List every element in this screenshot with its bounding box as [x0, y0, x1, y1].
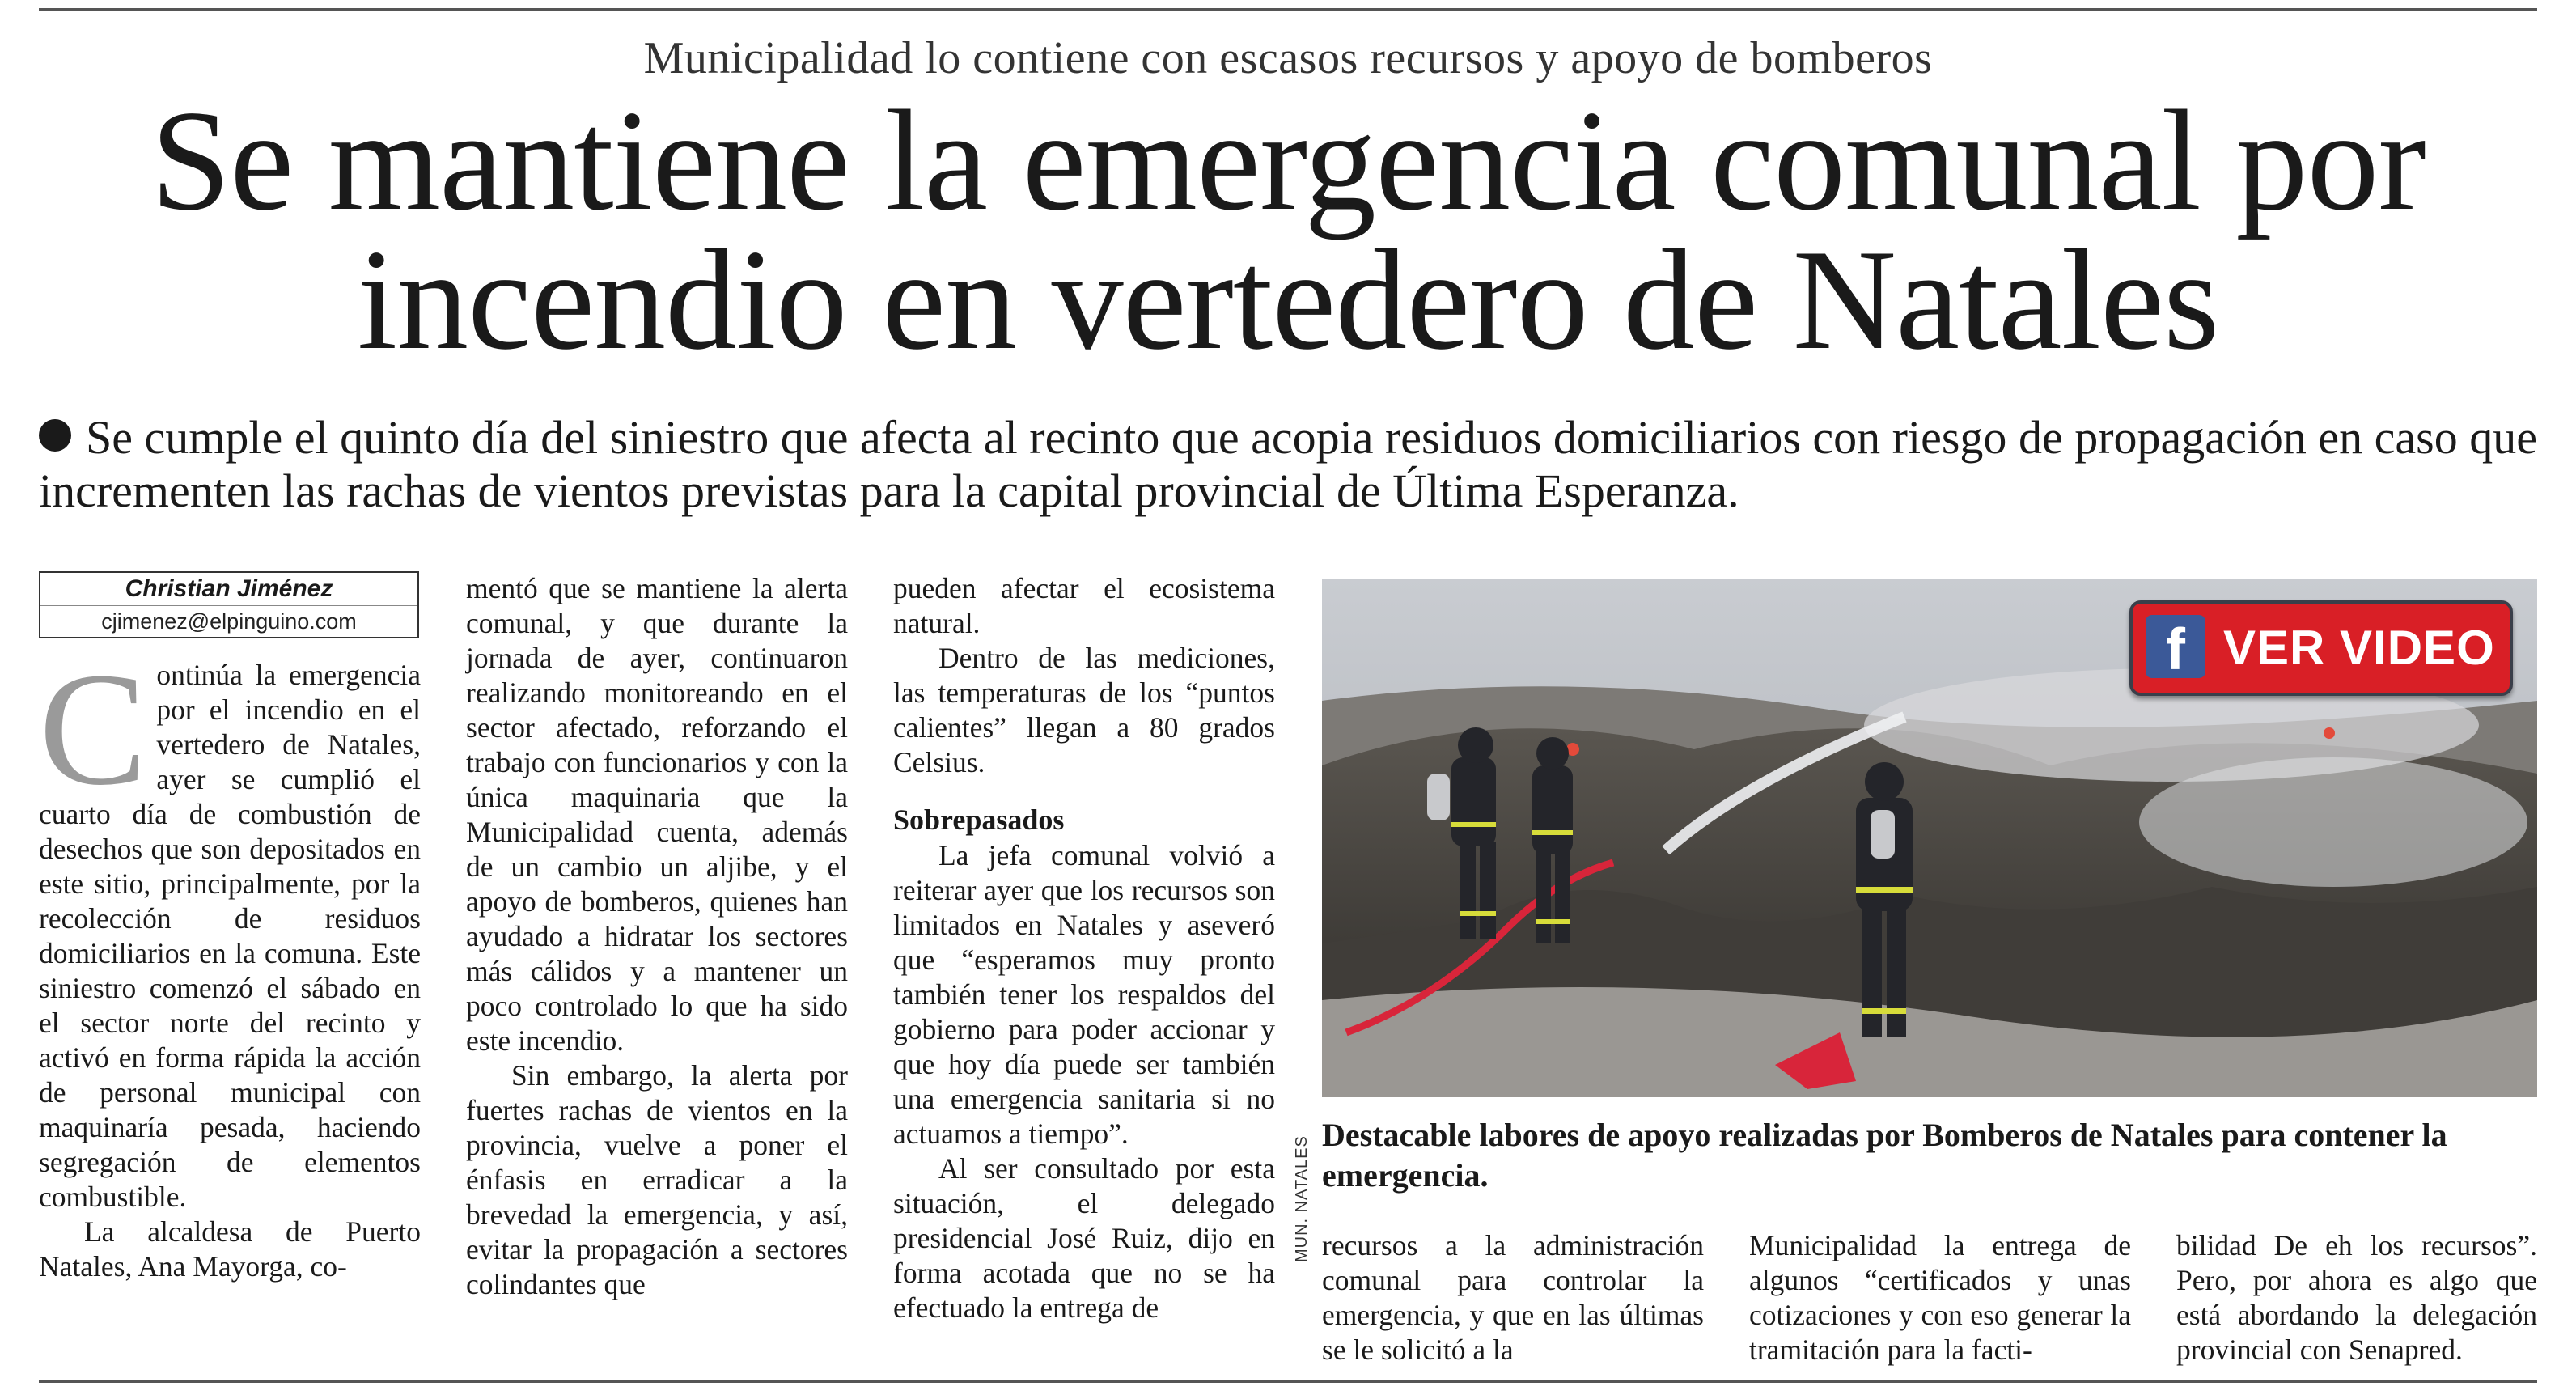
article-column-2 [466, 571, 848, 1302]
article-paragraph [39, 640, 421, 1215]
article-column-3 [893, 571, 1275, 1325]
deck-text: Se cumple el quinto día del siniestro que afecta al recinto que acopia residuos domiciliarios con riesgo de propagación en caso que incrementen las rachas de vientos previstas para la capital provincial de Última Esperanza. [39, 411, 2537, 517]
byline-name: Christian Jiménez [40, 573, 417, 606]
headline-line-2: incendio en vertedero de Natales [357, 219, 2219, 379]
bottom-rule [39, 1380, 2537, 1383]
article-paragraph: Dentro de las mediciones, las temperaturas de los “puntos calientes” llegan a 80 grados Celsius. [893, 642, 1275, 778]
video-button-label: VER VIDEO [2223, 621, 2495, 675]
article-paragraph: Municipalidad la entrega de algunos “certificados y unas cotizaciones y con eso generar la tramitación para la facti- [1749, 1229, 2131, 1366]
article-column-4 [1322, 1228, 1704, 1367]
bullet-icon [39, 419, 71, 452]
photo-caption: Destacable labores de apoyo realizadas por Bomberos de Natales para contener la emergencia. [1322, 1117, 2447, 1194]
video-button[interactable] [2129, 600, 2513, 696]
kicker: Municipalidad lo contiene con escasos recursos y apoyo de bomberos [643, 33, 1933, 83]
article-paragraph: mentó que se mantiene la alerta comunal, y que durante la jornada de ayer, continuaron realizando monitoreando en el sector afectado, reforzando el trabajo con funcionarios y con la única maquinaria que la Municipalidad cuenta, además de un cambio un aljibe, y el apoyo de bomberos, quienes han ayudado a hidratar los sectores más cálidos y a mantener un poco controlado lo que ha sido este incendio. [466, 572, 848, 1057]
article-column-5 [1749, 1228, 2131, 1367]
paragraph-text: ontinúa la emergencia por el incendio en el vertedero de Natales, ayer se cumplió el cuarto día de combustión de desechos que son depositados en este sitio, principalmente, por la recolección de residuos domiciliarios en la comuna. Este siniestro comenzó el sábado en el sector norte del recinto y activó en forma rápida la acción de personal municipal con maquinaría pesada, haciendo segregación de elementos combustible. [39, 659, 421, 1213]
article-paragraph: Sin embargo, la alerta por fuertes rachas de vientos en la provincia, vuelve a poner el énfasis en erradicar a la brevedad la emergencia, y así, evitar la propagación a sectores colindantes que [466, 1059, 848, 1300]
article-paragraph: La alcaldesa de Puerto Natales, Ana Mayorga, co- [39, 1215, 421, 1283]
article-paragraph: recursos a la administración comunal para controlar la emergencia, y que en las últimas se le solicitó a la [1322, 1229, 1704, 1366]
photo-credit: MUN. NATALES [1293, 1135, 1311, 1262]
article-column-6 [2176, 1228, 2537, 1367]
dropcap: C [39, 640, 147, 819]
article-column-1 [39, 571, 421, 1284]
subheading: Sobrepasados [893, 804, 1065, 836]
fire-photo [1322, 579, 2537, 1097]
byline-box [39, 571, 419, 638]
deck [39, 411, 2537, 518]
article-paragraph: La jefa comunal volvió a reiterar ayer que los recursos son limitados en Natales y aseveró que “esperamos muy pronto también tener los respaldos del gobierno para poder accionar y que hoy día puede ser también una emergencia sanitaria si no actuamos a tiempo”. [893, 839, 1275, 1150]
top-rule [39, 8, 2537, 11]
headline [49, 80, 2527, 379]
article-paragraph: Al ser consultado por esta situación, el delegado presidencial José Ruiz, dijo en forma acotada que no se ha efectuado la entrega de [893, 1152, 1275, 1324]
article-paragraph: bilidad De eh los recursos”. Pero, por ahora es algo que está abordando la delegación provincial con Senapred. [2176, 1229, 2537, 1366]
byline-email: cjimenez@elpinguino.com [101, 609, 357, 634]
facebook-icon: f [2146, 615, 2205, 678]
headline-line-1: Se mantiene la emergencia comunal por [150, 80, 2426, 240]
article-paragraph: pueden afectar el ecosistema natural. [893, 572, 1275, 639]
